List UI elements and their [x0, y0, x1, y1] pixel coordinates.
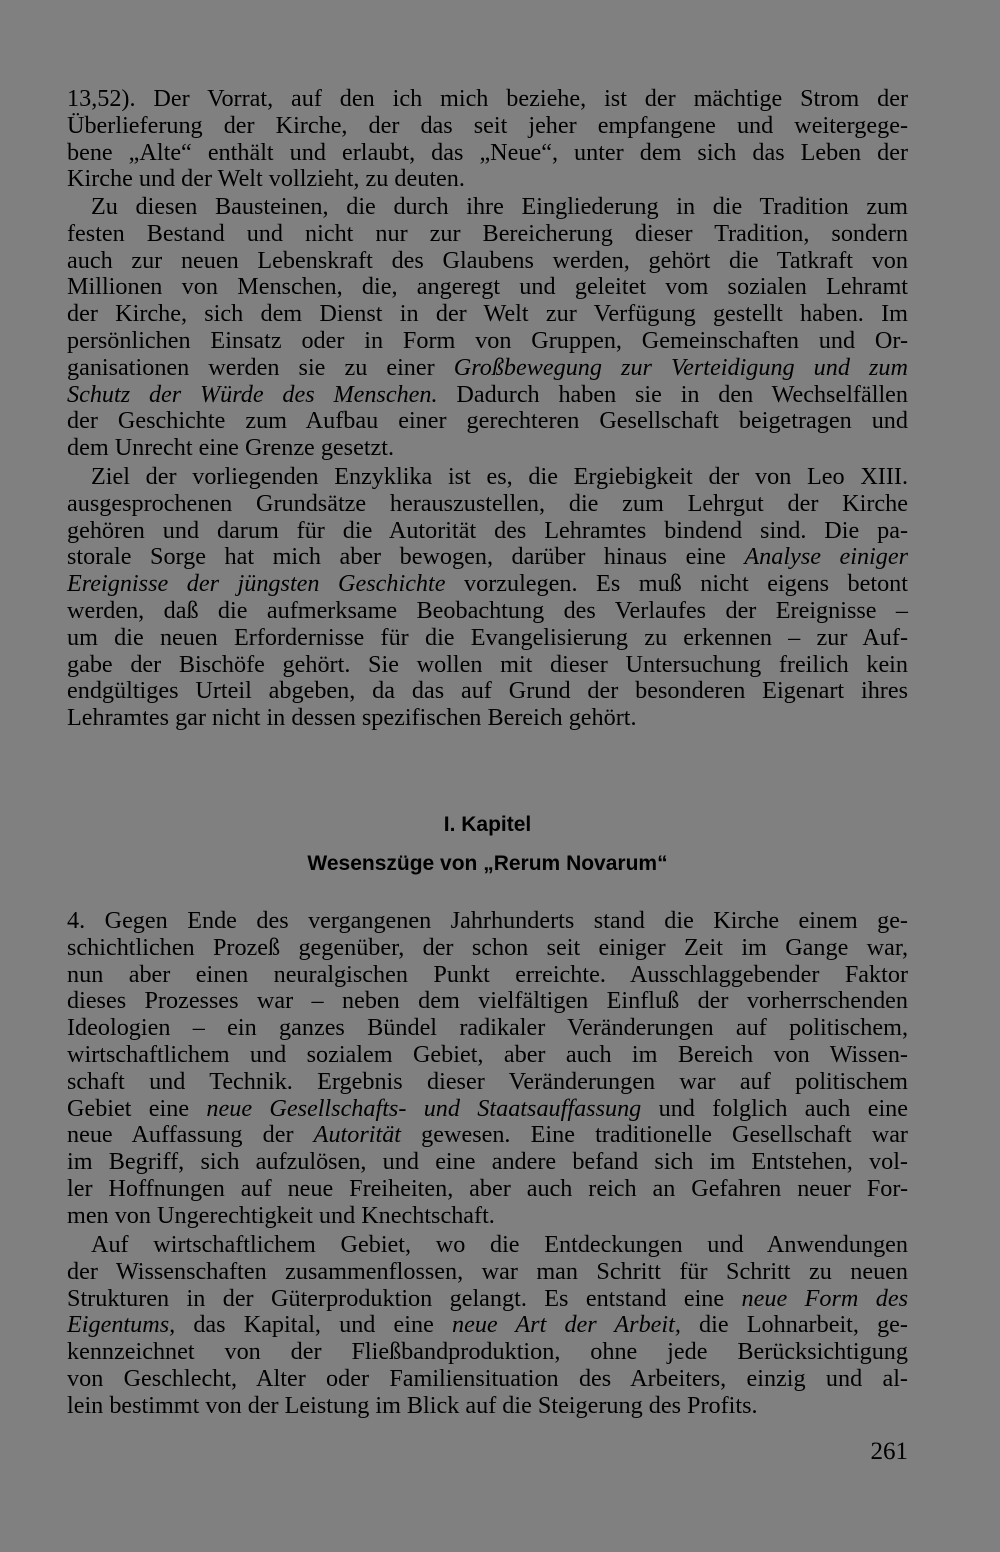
italic-text: Analyse einiger [744, 543, 909, 571]
italic-text: Ereignisse der jüngsten Geschichte [67, 570, 446, 598]
text-line [67, 544, 908, 571]
text-line: Auf wirtschaftlichem Gebiet, wo die Entdeckungen und Anwendungen [91, 1231, 908, 1258]
text-line [67, 1286, 908, 1313]
page-number: 261 [870, 1438, 908, 1465]
text-line: auch zur neuen Lebenskraft des Glaubens werden, gehört die Tatkraft von [67, 246, 908, 274]
text-line: der Geschichte zum Aufbau einer gerechteren Gesellschaft beigetragen und [67, 407, 908, 435]
text-line: ler Hoffnungen auf neue Freiheiten, aber auch reich an Gefahren neuer For- [67, 1174, 908, 1202]
text-line: gabe der Bischöfe gehört. Sie wollen mit dieser Untersuchung freilich kein [67, 650, 908, 678]
text-line [67, 355, 908, 382]
text-segment: Dadurch haben sie in den Wechselfällen [437, 380, 908, 408]
text-line: 13,52). Der Vorrat, auf den ich mich beziehe, ist der mächtige Strom der [67, 85, 908, 112]
text-segment: Gebiet eine [67, 1094, 207, 1122]
text-line: Kirche und der Welt vollzieht, zu deuten. [67, 165, 465, 193]
chapter-number: I. Kapitel [443, 813, 532, 836]
text-line: schaft und Technik. Ergebnis dieser Veränderungen war auf politischem [67, 1067, 908, 1095]
italic-text: neue Form des [741, 1284, 908, 1312]
text-line: Ideologien – ein ganzes Bündel radikaler Veränderungen auf politischem, [67, 1014, 908, 1042]
text-line: dieses Prozesses war – neben dem vielfältigen Einfluß der vorherrschenden [67, 987, 908, 1015]
text-segment: das Kapital, und eine [175, 1311, 452, 1339]
paragraph-enzyklika-ziel [67, 464, 908, 732]
text-line: wirtschaftlichem und sozialem Gebiet, aber auch im Bereich von Wissen- [67, 1040, 908, 1068]
paragraph-continuation [67, 86, 908, 193]
italic-text: Schutz der Würde des Menschen. [67, 380, 438, 408]
text-line: gehören und darum für die Autorität des Lehramtes bindend sind. Die pa- [67, 516, 908, 544]
text-line: um die neuen Erfordernisse für die Evangelisierung zu erkennen – zur Auf- [67, 623, 908, 651]
italic-text: neue Gesellschafts- und Staatsauffassung [206, 1094, 642, 1122]
text-line: bene „Alte“ enthält und erlaubt, das „Neue“, unter dem sich das Leben der [67, 138, 908, 166]
text-line: men von Ungerechtigkeit und Knechtschaft. [67, 1201, 495, 1229]
text-line: Überlieferung der Kirche, der das seit jeher empfangene und weitergege- [67, 111, 908, 139]
italic-text: neue Art der Arbeit, [452, 1311, 681, 1339]
italic-text: Eigentums, [67, 1311, 176, 1339]
text-line: der Kirche, sich dem Dienst in der Welt zur Verfügung gestellt haben. Im [67, 300, 908, 328]
text-line: Ziel der vorliegenden Enzyklika ist es, die Ergiebigkeit der von Leo XIII. [91, 463, 908, 490]
text-line: nun aber einen neuralgischen Punkt erreichte. Ausschlaggebender Faktor [67, 960, 908, 988]
text-line: ausgesprochenen Grundsätze herauszustellen, die zum Lehrgut der Kirche [67, 489, 908, 517]
paragraph-wirtschaft [67, 1232, 908, 1420]
italic-text: Autorität [313, 1121, 402, 1149]
text-line: 4. Gegen Ende des vergangenen Jahrhunderts stand die Kirche einem ge- [67, 907, 908, 934]
text-line: von Geschlecht, Alter oder Familiensituation des Arbeiters, einzig und al- [67, 1364, 908, 1392]
paragraph-bausteine [67, 194, 908, 462]
text-line: Millionen von Menschen, die, angeregt und geleitet vom sozialen Lehramt [67, 273, 908, 301]
text-segment: storale Sorge hat mich aber bewogen, darüber hinaus eine [67, 543, 745, 571]
text-segment: gewesen. Eine traditionelle Gesellschaft war [401, 1121, 908, 1149]
text-segment: die Lohnarbeit, ge- [680, 1311, 908, 1339]
text-segment: vorzulegen. Es muß nicht eigens betont [445, 570, 908, 598]
chapter-title: Wesenszüge von „Rerum Novarum“ [307, 852, 668, 875]
text-line: persönlichen Einsatz oder in Form von Gruppen, Gemeinschaften und Or- [67, 326, 908, 354]
text-line: Lehramtes gar nicht in dessen spezifischen Bereich gehört. [67, 704, 637, 732]
text-segment: Strukturen in der Güterproduktion gelangt. Es entstand eine [67, 1284, 742, 1312]
text-line [67, 1122, 908, 1149]
text-line: dem Unrecht eine Grenze gesetzt. [67, 434, 395, 462]
text-segment: neue Auffassung der [67, 1121, 314, 1149]
text-line: Zu diesen Bausteinen, die durch ihre Eingliederung in die Tradition zum [91, 193, 908, 220]
text-line: kennzeichnet von der Fließbandproduktion, ohne jede Berücksichtigung [67, 1338, 908, 1366]
text-line [67, 1096, 908, 1123]
paragraph-4 [67, 908, 908, 1230]
text-line: festen Bestand und nicht nur zur Bereicherung dieser Tradition, sondern [67, 219, 908, 247]
text-line [67, 571, 908, 598]
text-line [67, 1312, 908, 1339]
text-line: im Begriff, sich aufzulösen, und eine andere befand sich im Entstehen, vol- [67, 1148, 908, 1176]
text-segment: und folglich auch eine [641, 1094, 908, 1122]
text-line: schichtlichen Prozeß gegenüber, der schon seit einiger Zeit im Gange war, [67, 933, 908, 961]
text-line [67, 382, 908, 409]
text-line: der Wissenschaften zusammenflossen, war man Schritt für Schritt zu neuen [67, 1257, 908, 1285]
text-segment: ganisationen werden sie zu einer [67, 353, 454, 381]
text-line: lein bestimmt von der Leistung im Blick auf die Steigerung des Profits. [67, 1391, 758, 1419]
italic-text: Großbewegung zur Verteidigung und zum [453, 353, 908, 381]
text-line: endgültiges Urteil abgeben, da das auf Grund der besonderen Eigenart ihres [67, 677, 908, 705]
text-line: werden, daß die aufmerksame Beobachtung des Verlaufes der Ereignisse – [67, 596, 908, 624]
